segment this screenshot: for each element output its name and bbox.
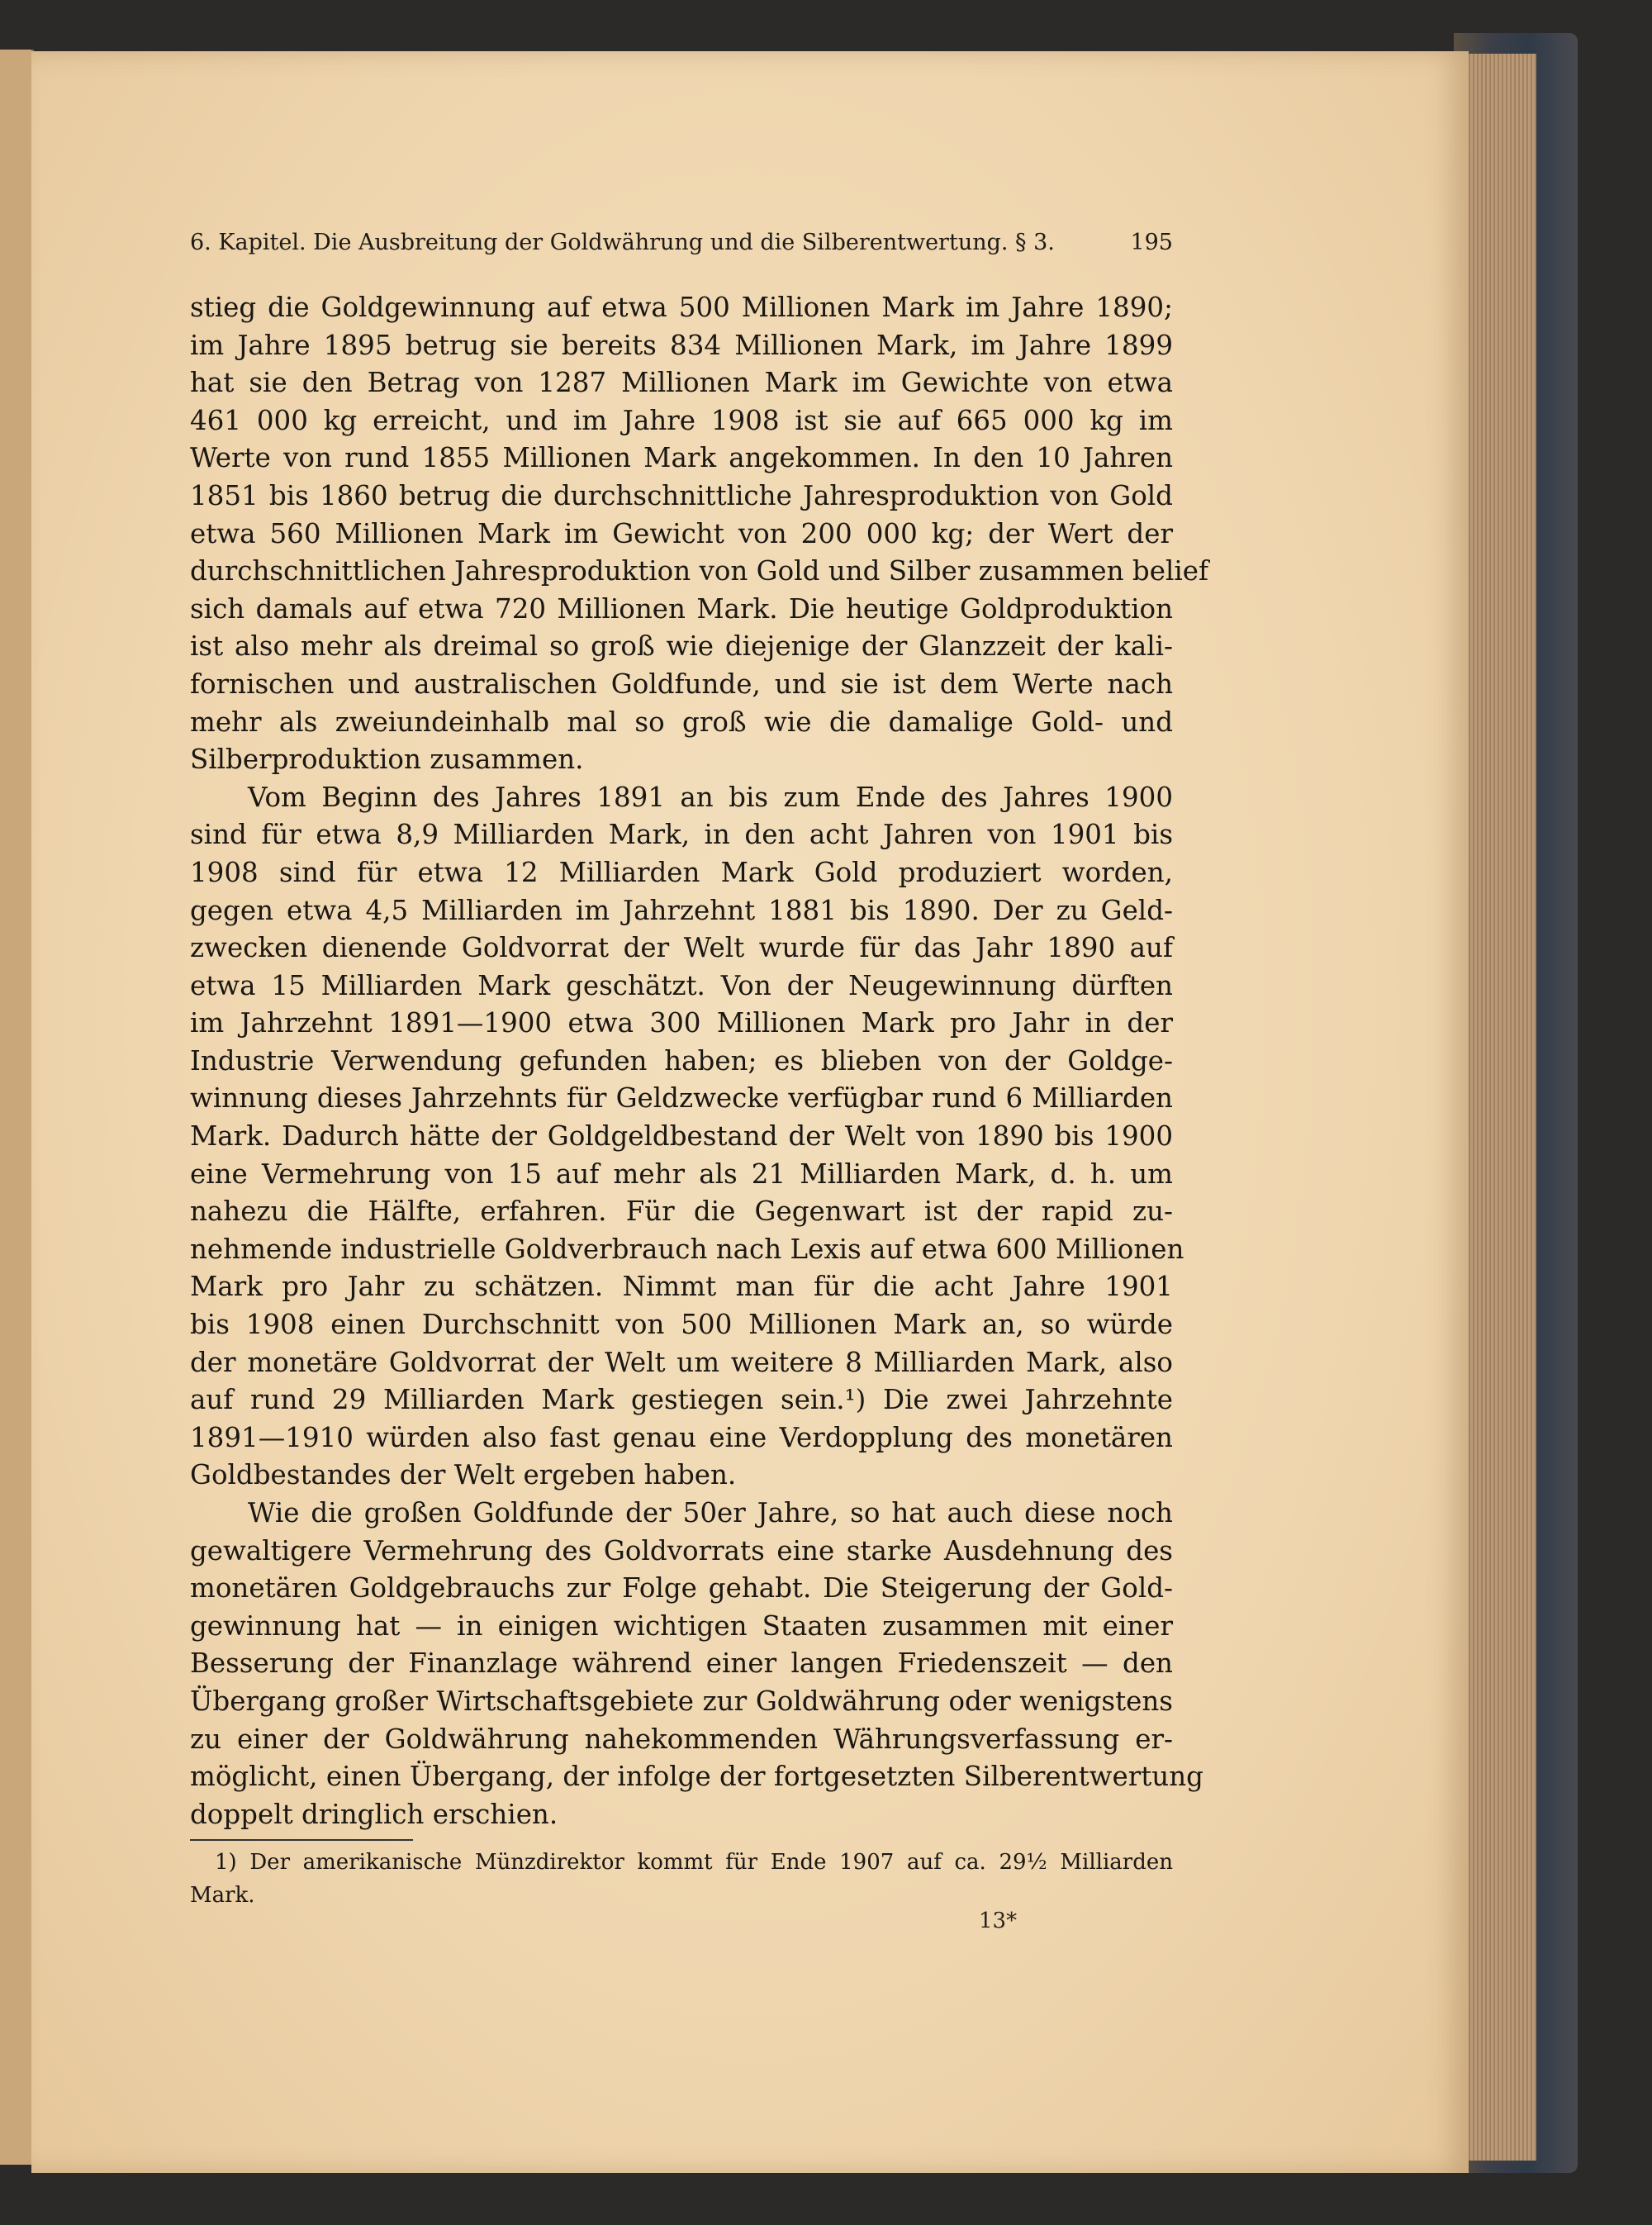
text-line: Werte von rund 1855 Millionen Mark angekommen. In den 10 Jahren [190,442,1173,474]
text-line: zwecken dienende Goldvorrat der Welt wurde für das Jahr 1890 auf [190,932,1173,964]
text-line: 461 000 kg erreicht, und im Jahre 1908 ist sie auf 665 000 kg im [190,404,1173,436]
text-line: winnung dieses Jahrzehnts für Geldzwecke verfügbar rund 6 Milliarden [190,1082,1173,1115]
text-line: doppelt dringlich erschien. [190,1798,558,1830]
text-line: zu einer der Goldwährung nahekommenden Währungsverfassung er- [190,1723,1173,1755]
text-line: gegen etwa 4,5 Milliarden im Jahrzehnt 1881 bis 1890. Der zu Geld- [190,894,1173,926]
text-line: gewaltigere Vermehrung des Goldvorrats eine starke Ausdehnung des [190,1534,1173,1567]
text-line: hat sie den Betrag von 1287 Millionen Mark im Gewichte von etwa [190,367,1173,399]
chapter-title: 6. Kapitel. Die Ausbreitung der Goldwährung und die Silberentwertung. § 3. [190,230,1055,255]
text-line: etwa 560 Millionen Mark im Gewicht von 200 000 kg; der Wert der [190,517,1173,549]
text-line: Mark. Dadurch hätte der Goldgeldbestand der Welt von 1890 bis 1900 [190,1120,1173,1153]
text-line: nehmende industrielle Goldverbrauch nach Lexis auf etwa 600 Millionen [190,1233,1184,1265]
page-number: 195 [1130,230,1173,255]
paragraph [190,779,1184,1495]
text-line: durchschnittlichen Jahresproduktion von Gold und Silber zusammen belief [190,555,1209,587]
text-line: der monetäre Goldvorrat der Welt um weitere 8 Milliarden Mark, also [190,1346,1173,1378]
text-line: Silberproduktion zusammen. [190,744,584,776]
text-line: Mark pro Jahr zu schätzen. Nimmt man für die acht Jahre 1901 [190,1271,1173,1303]
text-line: stieg die Goldgewinnung auf etwa 500 Millionen Mark im Jahre 1890; [190,292,1173,323]
footnote-rule [190,1839,413,1841]
text-line: Übergang großer Wirtschaftsgebiete zur Goldwährung oder wenigstens [190,1685,1173,1717]
body-text [190,289,1209,1833]
text-line: gewinnung hat — in einigen wichtigen Staaten zusammen mit einer [190,1609,1173,1642]
footnote-line: 1) Der amerikanische Münzdirektor kommt für Ende 1907 auf ca. 29½ Milliarden [215,1850,1173,1875]
text-line: Wie die großen Goldfunde der 50er Jahre, so hat auch diese noch [248,1497,1173,1528]
previous-page-edge [0,50,34,2165]
text-line: ist also mehr als dreimal so groß wie diejenige der Glanzzeit der kali- [190,630,1173,663]
paragraph [190,289,1209,779]
text-line: fornischen und australischen Goldfunde, und sie ist dem Werte nach [190,668,1173,700]
text-line: 1891—1910 würden also fast genau eine Verdopplung des monetären [190,1421,1173,1453]
text-line: Besserung der Finanzlage während einer langen Friedenszeit — den [190,1647,1173,1680]
text-line: mehr als zweiundeinhalb mal so groß wie die damalige Gold- und [190,706,1173,738]
page-edges [1466,54,1536,2161]
text-line: Vom Beginn des Jahres 1891 an bis zum Ende des Jahres 1900 [248,781,1173,813]
text-line: bis 1908 einen Durchschnitt von 500 Millionen Mark an, so würde [190,1309,1173,1341]
text-line: im Jahrzehnt 1891—1900 etwa 300 Millionen Mark pro Jahr in der [190,1007,1173,1039]
text-line: sich damals auf etwa 720 Millionen Mark. Die heutige Goldproduktion [190,592,1173,625]
text-line: sind für etwa 8,9 Milliarden Mark, in den acht Jahren von 1901 bis [190,819,1173,851]
signature-mark: 13* [979,1909,1018,1933]
text-line: nahezu die Hälfte, erfahren. Für die Gegenwart ist der rapid zu- [190,1196,1173,1228]
text-line: im Jahre 1895 betrug sie bereits 834 Millionen Mark, im Jahre 1899 [190,329,1173,361]
running-head [190,230,1173,255]
footnote [190,1846,1173,1912]
text-line: etwa 15 Milliarden Mark geschätzt. Von der Neugewinnung dürften [190,969,1173,1001]
footnote-line: Mark. [190,1883,255,1908]
text-line: 1851 bis 1860 betrug die durchschnittliche Jahresproduktion von Gold [190,479,1173,511]
text-line: monetären Goldgebrauchs zur Folge gehabt. Die Steigerung der Gold- [190,1572,1173,1605]
text-line: Goldbestandes der Welt ergeben haben. [190,1459,737,1491]
text-line: eine Vermehrung von 15 auf mehr als 21 Milliarden Mark, d. h. um [190,1158,1173,1190]
text-line: auf rund 29 Milliarden Mark gestiegen sein.¹) Die zwei Jahrzehnte [190,1384,1173,1416]
text-line: Industrie Verwendung gefunden haben; es blieben von der Goldge- [190,1044,1173,1077]
text-line: 1908 sind für etwa 12 Milliarden Mark Gold produziert worden, [190,856,1173,888]
paragraph [190,1495,1203,1833]
text-line: möglicht, einen Übergang, der infolge der fortgesetzten Silberentwertung [190,1761,1203,1793]
